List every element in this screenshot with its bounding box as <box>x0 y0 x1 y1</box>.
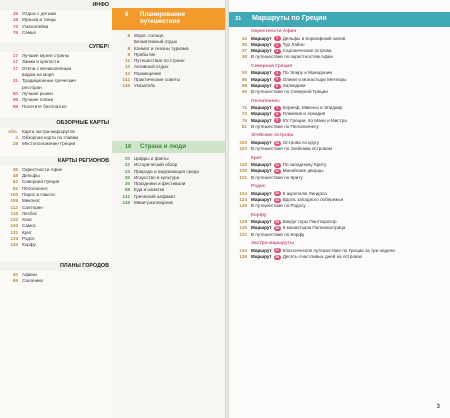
route-row <box>229 146 450 152</box>
route-number-badge: 6 <box>274 84 281 89</box>
route-section <box>229 64 450 96</box>
country-header <box>112 141 225 153</box>
route-number-badge: 17 <box>275 248 280 253</box>
route-page-number: 124 <box>239 196 247 202</box>
row-text: Семья <box>22 29 36 35</box>
row-page-number: 23 <box>124 168 130 174</box>
route-text: В путешествие по Родосу <box>251 203 306 209</box>
route-page-number: 102 <box>239 146 247 152</box>
row-text: Салоники <box>22 277 43 283</box>
route-number-badge: 11 <box>275 162 279 167</box>
route-page-number: 126 <box>239 203 247 209</box>
row-text: Климат и сезоны туризма <box>134 45 189 51</box>
route-label: Маршрут <box>251 225 272 231</box>
route-text: Десять счастливых дней на островах <box>282 253 363 259</box>
index-row <box>0 278 112 284</box>
row-text: Окрестности Афин <box>22 166 63 172</box>
route-section-title: Родос <box>251 184 266 190</box>
route-page-number: 35 <box>241 41 247 47</box>
row-page-number: 48 <box>12 173 18 179</box>
row-text: Прибытие <box>134 51 156 57</box>
row-text: Миконос <box>22 198 41 204</box>
index-row <box>0 242 112 248</box>
index-section-title: КАРТЫ РЕГИОНОВ <box>0 156 112 166</box>
index-section <box>0 42 112 112</box>
row-page-number: 96 <box>12 103 18 109</box>
row-page-number: 17 <box>12 59 18 65</box>
route-section-title: Крит <box>251 155 263 161</box>
page-number: 3 <box>436 404 440 410</box>
row-text: Афины <box>22 271 38 277</box>
row-page-number: 20 <box>124 156 130 161</box>
route-section <box>229 184 450 209</box>
route-label: Маршрут <box>251 117 272 123</box>
route-number-badge: 9 <box>274 118 281 123</box>
route-section <box>229 241 450 260</box>
row-page-number: 22 <box>124 162 130 168</box>
route-page-number: 81 <box>241 124 247 130</box>
row-page-number: 146 <box>122 83 130 89</box>
row-text: Лучшие рынки <box>22 90 53 96</box>
planning-rows <box>112 33 225 90</box>
row-text: Парос и Наксос <box>22 191 56 197</box>
route-text: Коринф, Микены и Эпидавр <box>282 105 343 111</box>
row-text: Лесбос <box>22 210 38 216</box>
row-text: Море, солнце, <box>134 33 165 38</box>
index-section <box>0 0 112 38</box>
route-row <box>229 54 450 60</box>
row-text: Музыка и танцы <box>22 17 57 23</box>
route-page-number: 58 <box>241 82 247 88</box>
row-page-number: 58 <box>124 187 130 193</box>
row-page-number: 14 <box>124 70 130 76</box>
route-page-number: 136 <box>239 253 247 259</box>
row-text: Отдых с детьми <box>22 11 56 16</box>
route-label: Маршрут <box>251 105 272 111</box>
index-row <box>112 200 225 206</box>
row-page-number: 105 <box>10 198 18 204</box>
row-text: Путешествие по стране <box>134 58 185 64</box>
route-row <box>229 89 450 95</box>
row-text: Безмятежный отдых <box>134 39 178 45</box>
row-page-number: 17 <box>12 53 18 59</box>
route-section-title: Пелопоннес <box>251 98 280 104</box>
row-page-number: 75 <box>12 29 18 35</box>
index-section <box>0 118 112 150</box>
route-section <box>229 213 450 238</box>
row-page-number: 15 <box>12 11 18 16</box>
row-page-number: 69 <box>12 277 18 283</box>
route-number-badge: 3 <box>274 49 281 54</box>
route-page-number: 129 <box>239 219 247 225</box>
row-page-number: 112 <box>10 204 18 210</box>
row-page-number: 8 <box>127 33 130 38</box>
route-label: Маршрут <box>251 247 272 253</box>
row-page-number: 133 <box>10 236 18 242</box>
route-number-badge: 12 <box>275 169 280 174</box>
row-text: Греческий алфавит <box>134 193 176 199</box>
route-page-number: 38 <box>241 54 247 60</box>
route-label: Маршрут <box>251 168 272 174</box>
country-rows <box>112 156 225 206</box>
planning-title-line1: Планирование <box>140 11 186 18</box>
route-section-title: Экстра-маршруты <box>251 240 295 246</box>
route-row <box>229 254 450 260</box>
index-section-title: ИНФО <box>0 0 112 10</box>
row-text: Природа и окружающая среда <box>134 168 199 174</box>
row-text: Исторический обзор <box>134 162 178 168</box>
route-label: Маршрут <box>251 48 272 54</box>
row-page-number: 82 <box>12 185 18 191</box>
route-label: Маршрут <box>251 253 272 259</box>
row-page-number: 11 <box>125 58 130 64</box>
index-row <box>0 141 112 147</box>
route-row <box>229 203 450 209</box>
route-section <box>229 99 450 131</box>
row-text: видом на моря <box>22 72 54 78</box>
route-page-number: 120 <box>239 168 247 174</box>
index-row <box>0 30 112 36</box>
planning-title-line2: путешествия <box>140 18 180 26</box>
route-text: К монастырю Палеокастрица <box>282 225 346 231</box>
left-index-column <box>0 0 112 418</box>
route-text: Минойские дворцы <box>282 168 324 174</box>
route-number-badge: 8 <box>274 112 281 117</box>
route-text: Острова по кругу <box>282 139 320 145</box>
row-text: Замки и крепости <box>22 59 60 65</box>
row-text: Узкоколейка <box>22 23 49 29</box>
row-text: Северная Греция <box>22 179 60 185</box>
row-page-number: 13 <box>124 64 130 70</box>
route-label: Маршрут <box>251 76 272 82</box>
row-page-number: 141 <box>122 193 130 199</box>
row-text: Мини-разговорник <box>134 200 173 206</box>
route-text: В путешествие по Пелопоннесу <box>251 124 319 130</box>
route-page-number: 53 <box>241 70 247 76</box>
route-number-badge: 18 <box>275 254 280 259</box>
row-text: Хиос <box>22 217 33 223</box>
route-page-number: 134 <box>239 247 247 253</box>
route-row <box>229 175 450 181</box>
row-page-number: 131 <box>10 229 18 235</box>
row-text: Карта экстра-маршрутов <box>22 128 75 134</box>
row-text: Корфу <box>22 242 36 248</box>
country-title: Страна и люди <box>140 143 187 150</box>
route-text: Олимпия и Аркадия <box>282 111 326 117</box>
route-page-number: 124 <box>239 190 247 196</box>
row-text: Традиционные греческие <box>22 78 76 84</box>
row-page-number: 50 <box>12 90 18 96</box>
row-page-number: 40 <box>12 271 18 277</box>
row-text: Искусство и культура <box>134 174 180 180</box>
route-label: Маршрут <box>251 219 272 225</box>
route-page-number: 130 <box>239 225 247 231</box>
route-page-number: 118 <box>239 162 247 168</box>
route-number-badge: 4 <box>274 71 281 76</box>
row-page-number: 122 <box>10 217 18 223</box>
route-label: Маршрут <box>251 82 272 88</box>
route-section <box>229 133 450 152</box>
row-page-number: 96 <box>12 97 18 103</box>
route-text: Вокруг горы Пантократор <box>282 219 337 225</box>
route-section-title: Северная Греция <box>251 63 293 69</box>
route-section-title: Корфу <box>251 212 267 218</box>
route-text: Вдоль западного побережья <box>282 196 344 202</box>
row-page-number: 18 <box>12 17 18 23</box>
route-section-title: Окрестности Афин <box>251 29 297 34</box>
row-text: Санторин <box>22 204 43 210</box>
row-text: Активный отдых <box>134 64 169 70</box>
row-page-number: 130 <box>10 223 18 229</box>
route-page-number: 37 <box>241 48 247 54</box>
row-text: Размещение <box>134 70 162 76</box>
route-label: Маршрут <box>251 35 272 41</box>
row-page-number: 62 <box>12 179 18 185</box>
route-page-number: 74 <box>241 111 247 117</box>
index-section-title: ОБЗОРНЫЕ КАРТЫ <box>0 118 112 128</box>
route-page-number: 76 <box>241 117 247 123</box>
route-number-badge: 14 <box>275 197 280 202</box>
route-text: В путешествие по Криту <box>251 174 303 180</box>
route-text: В путешествие по Эгейским островам <box>251 146 333 152</box>
route-row <box>229 232 450 238</box>
route-label: Маршрут <box>251 196 272 202</box>
row-text: Практические советы <box>134 77 180 83</box>
route-label: Маршрут <box>251 139 272 145</box>
route-number-badge: 5 <box>274 77 281 82</box>
row-page-number: 8 <box>127 45 130 51</box>
route-page-number: 56 <box>241 76 247 82</box>
planning-header <box>112 8 225 30</box>
route-text: В путешествие по Корфу <box>251 231 305 237</box>
index-section-title: СУПЕР! <box>0 42 112 52</box>
route-number-badge: 1 <box>274 36 281 41</box>
index-row <box>0 104 112 110</box>
route-text: Дельфы и Коринфский залив <box>282 35 346 41</box>
row-page-number: 118 <box>10 210 18 216</box>
row-text: Дельфы <box>22 173 40 179</box>
row-page-number: 28 <box>12 141 18 147</box>
route-number-badge: 15 <box>275 219 280 224</box>
route-text: Халкидики <box>282 82 306 88</box>
route-text: Тур Лайон <box>282 41 305 47</box>
route-section <box>229 29 450 61</box>
planning-page-number: 6 <box>125 12 129 18</box>
route-number-badge: 16 <box>275 226 280 231</box>
route-number-badge: 13 <box>275 191 280 196</box>
row-page-number: 31 <box>12 78 18 84</box>
route-number-badge: 10 <box>275 140 280 145</box>
row-page-number: 74 <box>12 23 18 29</box>
row-text: Праздники и фестивали <box>134 181 186 187</box>
row-page-number: 25 <box>124 174 130 180</box>
row-text: Лучшие пляжи <box>22 97 54 103</box>
row-page-number: 140 <box>10 242 18 248</box>
route-page-number: 131 <box>239 231 247 237</box>
route-label: Маршрут <box>251 41 272 47</box>
route-blocks <box>229 29 450 260</box>
route-text: Классическое путешествие по Греции за три недели <box>282 247 395 253</box>
index-row <box>112 83 225 89</box>
row-text: ресторан <box>22 84 42 90</box>
route-section-title: Эгейские острова <box>251 133 294 139</box>
route-page-number: 71 <box>241 105 247 111</box>
row-text: Еда и напитки <box>134 187 165 193</box>
route-text: По Эпиру и Македонии <box>282 70 332 76</box>
index-section <box>0 156 112 251</box>
row-text: Цифры и факты <box>134 156 169 161</box>
route-number-badge: 2 <box>274 43 281 48</box>
route-number-badge: 7 <box>274 106 281 111</box>
route-row <box>229 124 450 130</box>
route-label: Маршрут <box>251 190 272 196</box>
route-label: Маршрут <box>251 111 272 117</box>
route-text: По западному Криту <box>282 162 327 168</box>
route-label: Маршрут <box>251 70 272 76</box>
row-page-number: 4 <box>15 135 18 141</box>
routes-header <box>229 12 450 27</box>
route-section <box>229 156 450 181</box>
route-text: В путешествие по Северной Греции <box>251 89 328 95</box>
routes-page-number: 31 <box>235 16 242 22</box>
route-page-number: 34 <box>241 35 247 41</box>
row-page-number: обл. <box>8 128 18 134</box>
row-text: Отели с великолепным <box>22 65 72 71</box>
row-text: Указатель <box>134 83 156 89</box>
route-text: Юг Греции, по Мани и Мистра <box>282 117 347 123</box>
row-text: Местоположение Греции <box>22 141 76 147</box>
index-section-title: ПЛАНЫ ГОРОДОВ <box>0 261 112 271</box>
row-text: Крит <box>22 229 32 235</box>
row-text: Пелопоннес <box>22 185 48 191</box>
route-text: К акрополю Линдоса <box>282 190 327 196</box>
row-page-number: 100 <box>10 191 18 197</box>
row-page-number: 145 <box>122 200 130 206</box>
row-text: Родос <box>22 236 35 242</box>
row-page-number: 9 <box>127 51 130 57</box>
row-page-number: 36 <box>12 166 18 172</box>
country-page-number: 18 <box>125 144 131 150</box>
right-page <box>229 0 450 418</box>
row-page-number: 141 <box>122 77 130 83</box>
route-page-number: 121 <box>239 174 247 180</box>
route-label: Маршрут <box>251 162 272 168</box>
row-text: Посетите бесплатно! <box>22 103 67 109</box>
route-text: В путешествие по окрестностям Афин <box>251 54 334 60</box>
route-text: Саронические острова <box>282 48 332 54</box>
route-page-number: 100 <box>239 139 247 145</box>
row-text: Самос <box>22 223 36 229</box>
row-text: Обзорная карта по главам <box>22 135 79 141</box>
routes-title: Маршруты по Греции <box>252 15 327 22</box>
route-page-number: 59 <box>241 89 247 95</box>
route-text: Олимп и монастыри Метеоры <box>282 76 347 82</box>
row-page-number: 17 <box>12 65 18 71</box>
index-section <box>0 261 112 287</box>
row-page-number: 26 <box>124 181 130 187</box>
row-text: Лучшие музеи страны <box>22 53 70 59</box>
